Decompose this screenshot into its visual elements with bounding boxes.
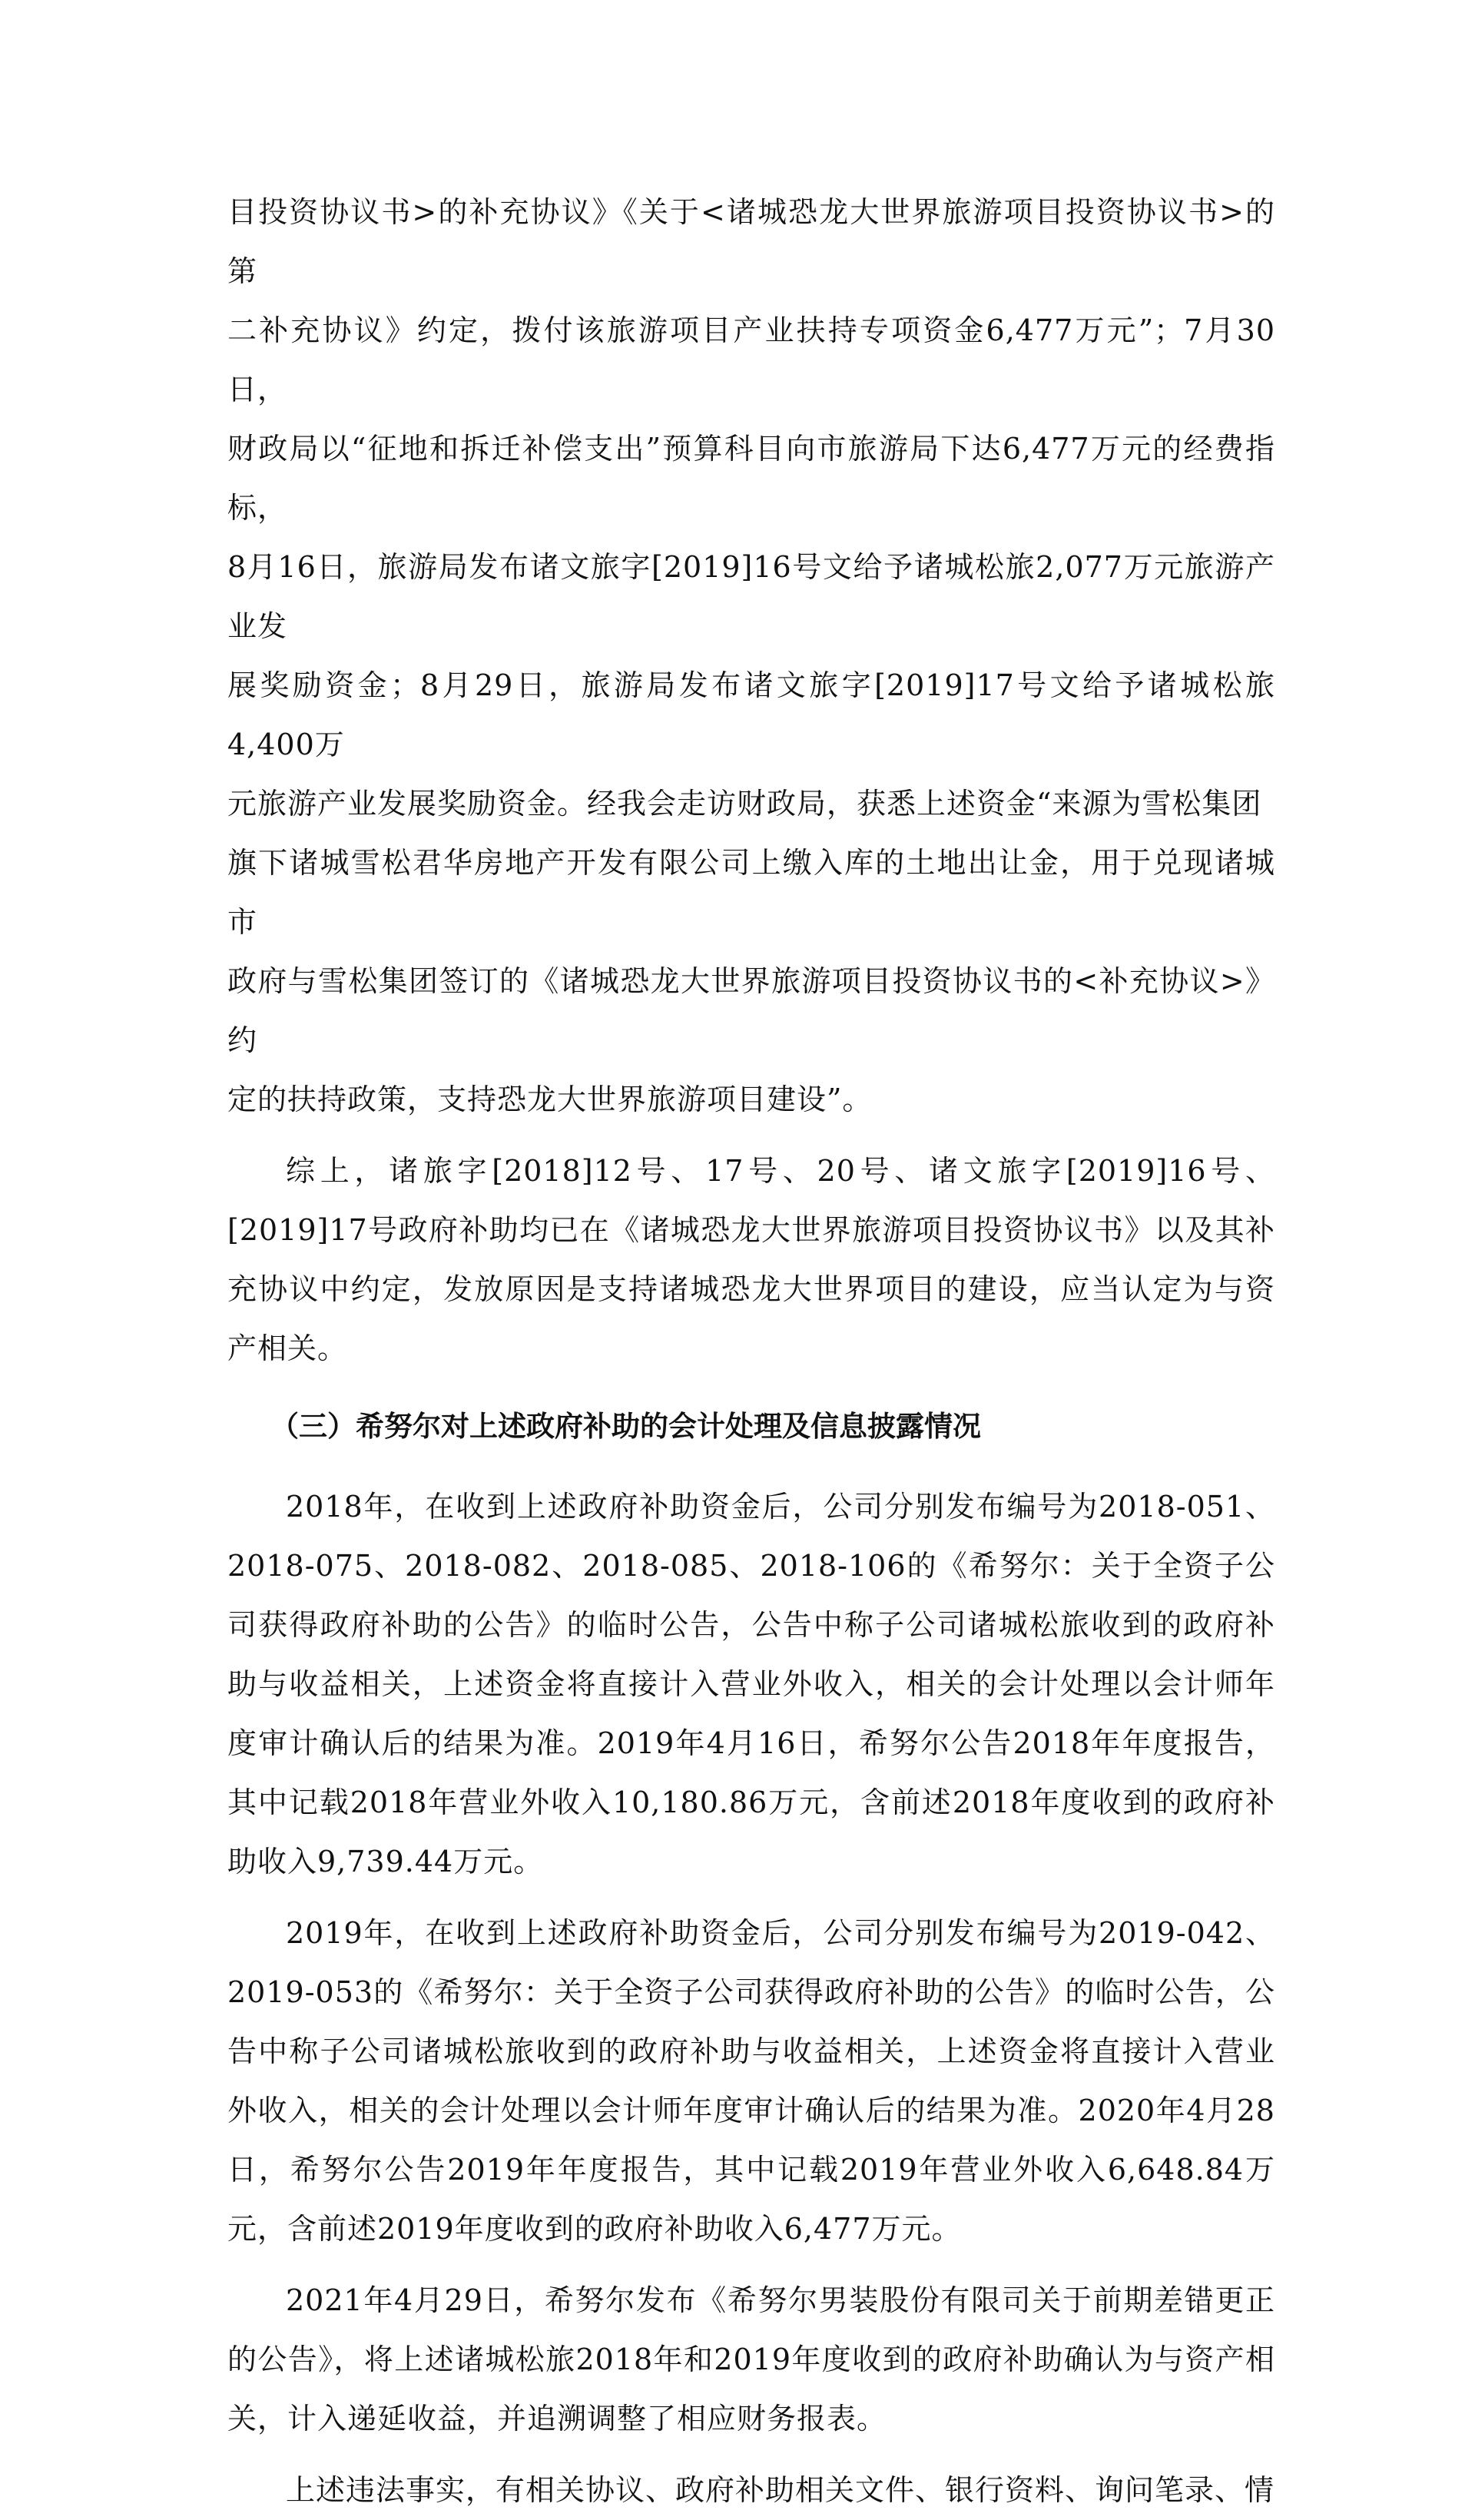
text-line: 计入递延收益，并追溯调整了相应财务报表。 [287,2402,887,2435]
text-line: 2019年，在收到上述政府补助资金后，公司分别发布编号为2019-042、 [286,1916,1275,1950]
text-line: 年度收到的政府补助收入6,477万元。 [454,2212,962,2246]
text-line: 综上，诸旅字[2018]12号、17号、20号、诸文旅字[2019]16号、[2019]17号政 [227,1154,1275,1247]
paragraph-summary [227,1142,1275,1378]
text-line: 的结果为准。2019年4月16日，希努尔公告2018年年度报告，其中记载2018年营 [227,1726,1275,1819]
text-line: 展奖励资金；8月29日，旅游局发布诸文旅字[2019]17号文给予诸城松旅4,400万 [227,668,1275,761]
text-line: 二补充协议》约定，拨付该旅游项目产业扶持专项资金6,477万元”；7月30日， [227,313,1275,406]
text-line: 政府与雪松集团签订的《诸城恐龙大世界旅游项目投资协议书的<补充协议>》约 [227,964,1275,1057]
text-line: 2021年4月29日，希努尔发布《希努尔男装股份有限司关于前期差错更正的 [227,2283,1275,2376]
text-line: 目投资协议书>的补充协议》《关于<诸城恐龙大世界旅游项目投资协议书>的第 [227,195,1275,288]
text-line: 中称子公司诸城松旅收到的政府补助与收益相关，上述资金将直接计入营业外收 [227,2034,1275,2127]
text-line: 定的扶持政策，支持恐龙大世界旅游项目建设”。 [227,1083,873,1116]
text-line: 入，相关的会计处理以会计师年度审计确认后的结果为准。2020年4月28日，希 [227,2094,1275,2187]
section-heading: （三）希努尔对上述政府补助的会计处理及信息披露情况 [270,1410,981,1443]
text-line: 2018-075、2018-082、2018-085、2018-106的《希努尔：关于全资子公司获得政 [227,1549,1275,1642]
text-line: 8月16日，旅游局发布诸文旅字[2019]16号文给予诸城松旅2,077万元旅游产业发 [227,550,1275,643]
text-line: 府补助的公告》的临时公告，公告中称子公司诸城松旅收到的政府补助与收益相 [227,1608,1275,1701]
text-line: 旗下诸城雪松君华房地产开发有限公司上缴入库的土地出让金，用于兑现诸城市 [227,846,1275,939]
text-line: 公告》，将上述诸城松旅2018年和2019年度收到的政府补助确认为与资产相关， [227,2343,1275,2435]
text-line: 府补助均已在《诸城恐龙大世界旅游项目投资协议书》以及其补充协议中约定， [227,1213,1275,1306]
text-line: 元旅游产业发展奖励资金。经我会走访财政局，获悉上述资金“来源为雪松集团 [227,787,1262,821]
paragraph-agreement-funds [227,183,1275,1129]
text-line: 上述违法事实，有相关协议、政府补助相关文件、银行资料、询问笔录、情 [286,2473,1275,2507]
text-line: 财政局以“征地和拆迁补偿支出”预算科目向市旅游局下达6,477万元的经费指标， [227,432,1275,525]
text-line: 业外收入10,180.86万元，含前述2018年度收到的政府补助收入9,739.44万元。 [227,1786,1275,1878]
text-line: 2019-053的《希努尔：关于全资子公司获得政府补助的公告》的临时公告，公告 [227,1975,1275,2068]
paragraph-evidence [227,2461,1275,2520]
paragraph-2019-disclosure [227,1904,1275,2259]
paragraph-correction-notice [227,2271,1275,2449]
text-line: 发放原因是支持诸城恐龙大世界项目的建设，应当认定为与资产相关。 [227,1272,1275,1365]
text-line: 关，上述资金将直接计入营业外收入，相关的会计处理以会计师年度审计确认后 [227,1667,1275,1760]
document-page [227,183,1275,2520]
paragraph-2018-disclosure [227,1477,1275,1892]
text-line: 2018年，在收到上述政府补助资金后，公司分别发布编号为2018-051、 [286,1490,1275,1524]
text-line: 努尔公告2019年年度报告，其中记载2019年营业外收入6,648.84万元，含前述2019 [227,2153,1275,2246]
